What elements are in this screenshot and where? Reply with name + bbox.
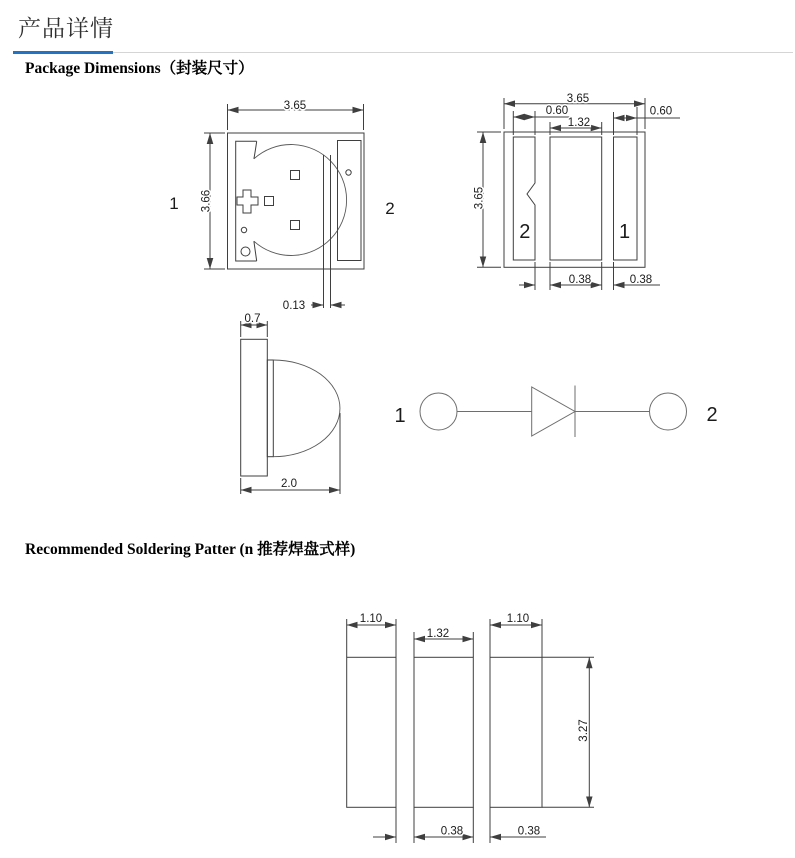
extension-lines <box>241 321 340 494</box>
pin-1-label: 1 <box>394 405 406 427</box>
fiducial-hole-3 <box>346 170 351 175</box>
fiducial-square-3 <box>291 221 300 230</box>
solder-pad-center <box>414 657 473 807</box>
polarity-cross-mark <box>237 190 258 213</box>
dim-pad-center-label: 1.32 <box>567 117 591 129</box>
solder-pad-left <box>347 657 396 807</box>
lens-dome-outline <box>273 360 340 457</box>
dim-gap-left-label: 0.38 <box>568 274 592 286</box>
dim-height-label: 3.66 <box>200 189 213 213</box>
circuit-diagram <box>394 386 717 438</box>
section-heading-solder: Recommended Soldering Patter (n 推荐焊盘式样) <box>25 541 356 558</box>
lens-flange-outline <box>267 360 273 457</box>
dim-gap-right-label: 0.38 <box>517 825 541 838</box>
dim-width-label: 3.65 <box>283 100 307 112</box>
page-title: 产品详情 <box>18 15 114 41</box>
dim-pad-right-label: 0.60 <box>649 105 673 118</box>
body-outline <box>241 339 268 476</box>
dim-gap-left-label: 0.38 <box>440 825 464 838</box>
dim-gap-label: 0.13 <box>282 300 306 312</box>
dim-gap-right-label: 0.38 <box>629 274 653 286</box>
lens-circle-outline <box>254 145 347 256</box>
back-view-drawing <box>474 93 681 290</box>
dim-pad-right-label: 1.10 <box>506 613 530 625</box>
dim-height-label: 3.27 <box>578 719 590 742</box>
top-view-drawing <box>169 100 394 312</box>
right-pad-outline <box>338 141 362 261</box>
pin-1-label: 1 <box>169 194 179 213</box>
fiducial-square-1 <box>291 171 300 180</box>
terminal-1-circle <box>420 393 457 430</box>
dim-pad-left-label: 1.10 <box>359 613 383 625</box>
section-heading-package: Package Dimensions（封装尺寸） <box>25 60 254 77</box>
fiducial-hole-1 <box>241 227 246 232</box>
dim-pad-left-label: 0.60 <box>545 105 569 117</box>
pin-2-label: 2 <box>385 199 395 218</box>
solder-pad-right <box>490 657 542 807</box>
extension-lines <box>477 98 645 290</box>
diode-triangle <box>532 387 575 436</box>
fiducial-square-2 <box>265 197 274 206</box>
dim-pad-center-label: 1.32 <box>426 628 450 640</box>
package-outline <box>228 133 365 269</box>
pad-gap-lines <box>324 155 331 308</box>
soldering-pattern-drawing <box>347 613 594 843</box>
terminal-2-circle <box>650 393 687 430</box>
pin-2-label: 2 <box>706 404 718 426</box>
thermal-pad-outline <box>550 137 602 260</box>
dim-height-label: 3.65 <box>473 186 486 210</box>
extension-lines <box>347 619 594 843</box>
left-pad-outline <box>236 141 257 261</box>
package-outline <box>504 132 645 267</box>
pin-1-label: 1 <box>618 221 631 243</box>
dim-width-label: 3.65 <box>566 93 590 105</box>
side-view-drawing <box>241 313 340 494</box>
dim-depth-label: 2.0 <box>281 478 297 490</box>
dim-top-label: 0.7 <box>244 313 261 325</box>
pin-2-label: 2 <box>519 221 531 243</box>
fiducial-hole-2 <box>241 247 250 256</box>
